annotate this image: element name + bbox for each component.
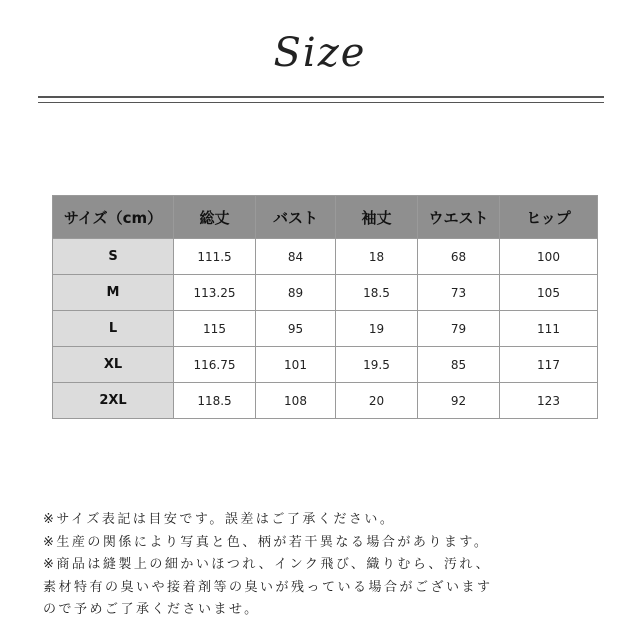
hip-cell: 105: [500, 275, 598, 311]
hip-cell: 117: [500, 347, 598, 383]
waist-cell: 68: [418, 239, 500, 275]
note-line: ので予めご了承くださいませ。: [43, 602, 260, 617]
size-label-cell: M: [53, 275, 174, 311]
size-table: [52, 195, 598, 419]
note-line: ※生産の関係により写真と色、柄が若干異なる場合があります。: [43, 534, 490, 550]
table-row: [53, 311, 598, 347]
divider-thick: [38, 96, 604, 98]
header-bust: バスト: [256, 196, 336, 239]
header-hip: ヒップ: [500, 196, 598, 239]
waist-cell: 73: [418, 275, 500, 311]
bust-cell: 101: [256, 347, 336, 383]
table-row: [53, 383, 598, 419]
hip-cell: 100: [500, 239, 598, 275]
header-sleeve-length: 袖丈: [336, 196, 418, 239]
sleeve-length-cell: 19.5: [336, 347, 418, 383]
hip-cell: 111: [500, 311, 598, 347]
note-line: ※商品は縫製上の細かいほつれ、インク飛び、織りむら、汚れ、: [43, 557, 492, 572]
bust-cell: 95: [256, 311, 336, 347]
sleeve-length-cell: 20: [336, 383, 418, 419]
sleeve-length-cell: 18.5: [336, 275, 418, 311]
notes-block: [43, 509, 633, 622]
note-line: 素材特有の臭いや接着剤等の臭いが残っている場合がございます: [43, 579, 493, 595]
size-label-cell: S: [53, 239, 174, 275]
header-size: サイズ（cm）: [53, 196, 174, 239]
table-row: [53, 239, 598, 275]
bust-cell: 89: [256, 275, 336, 311]
hip-cell: 123: [500, 383, 598, 419]
page-title: Size: [273, 30, 367, 76]
total-length-cell: 116.75: [174, 347, 256, 383]
total-length-cell: 113.25: [174, 275, 256, 311]
size-label-cell: XL: [53, 347, 174, 383]
table-row: [53, 347, 598, 383]
total-length-cell: 118.5: [174, 383, 256, 419]
waist-cell: 79: [418, 311, 500, 347]
header-total-length: 総丈: [174, 196, 256, 239]
bust-cell: 108: [256, 383, 336, 419]
table-row: [53, 275, 598, 311]
note-line: ※サイズ表記は目安です。誤差はご了承ください。: [43, 512, 396, 527]
bust-cell: 84: [256, 239, 336, 275]
size-table-header-row: [53, 196, 598, 239]
waist-cell: 85: [418, 347, 500, 383]
size-label-cell: 2XL: [53, 383, 174, 419]
header-waist: ウエスト: [418, 196, 500, 239]
size-label-cell: L: [53, 311, 174, 347]
sleeve-length-cell: 19: [336, 311, 418, 347]
waist-cell: 92: [418, 383, 500, 419]
total-length-cell: 111.5: [174, 239, 256, 275]
sleeve-length-cell: 18: [336, 239, 418, 275]
total-length-cell: 115: [174, 311, 256, 347]
divider-thin: [38, 102, 604, 103]
